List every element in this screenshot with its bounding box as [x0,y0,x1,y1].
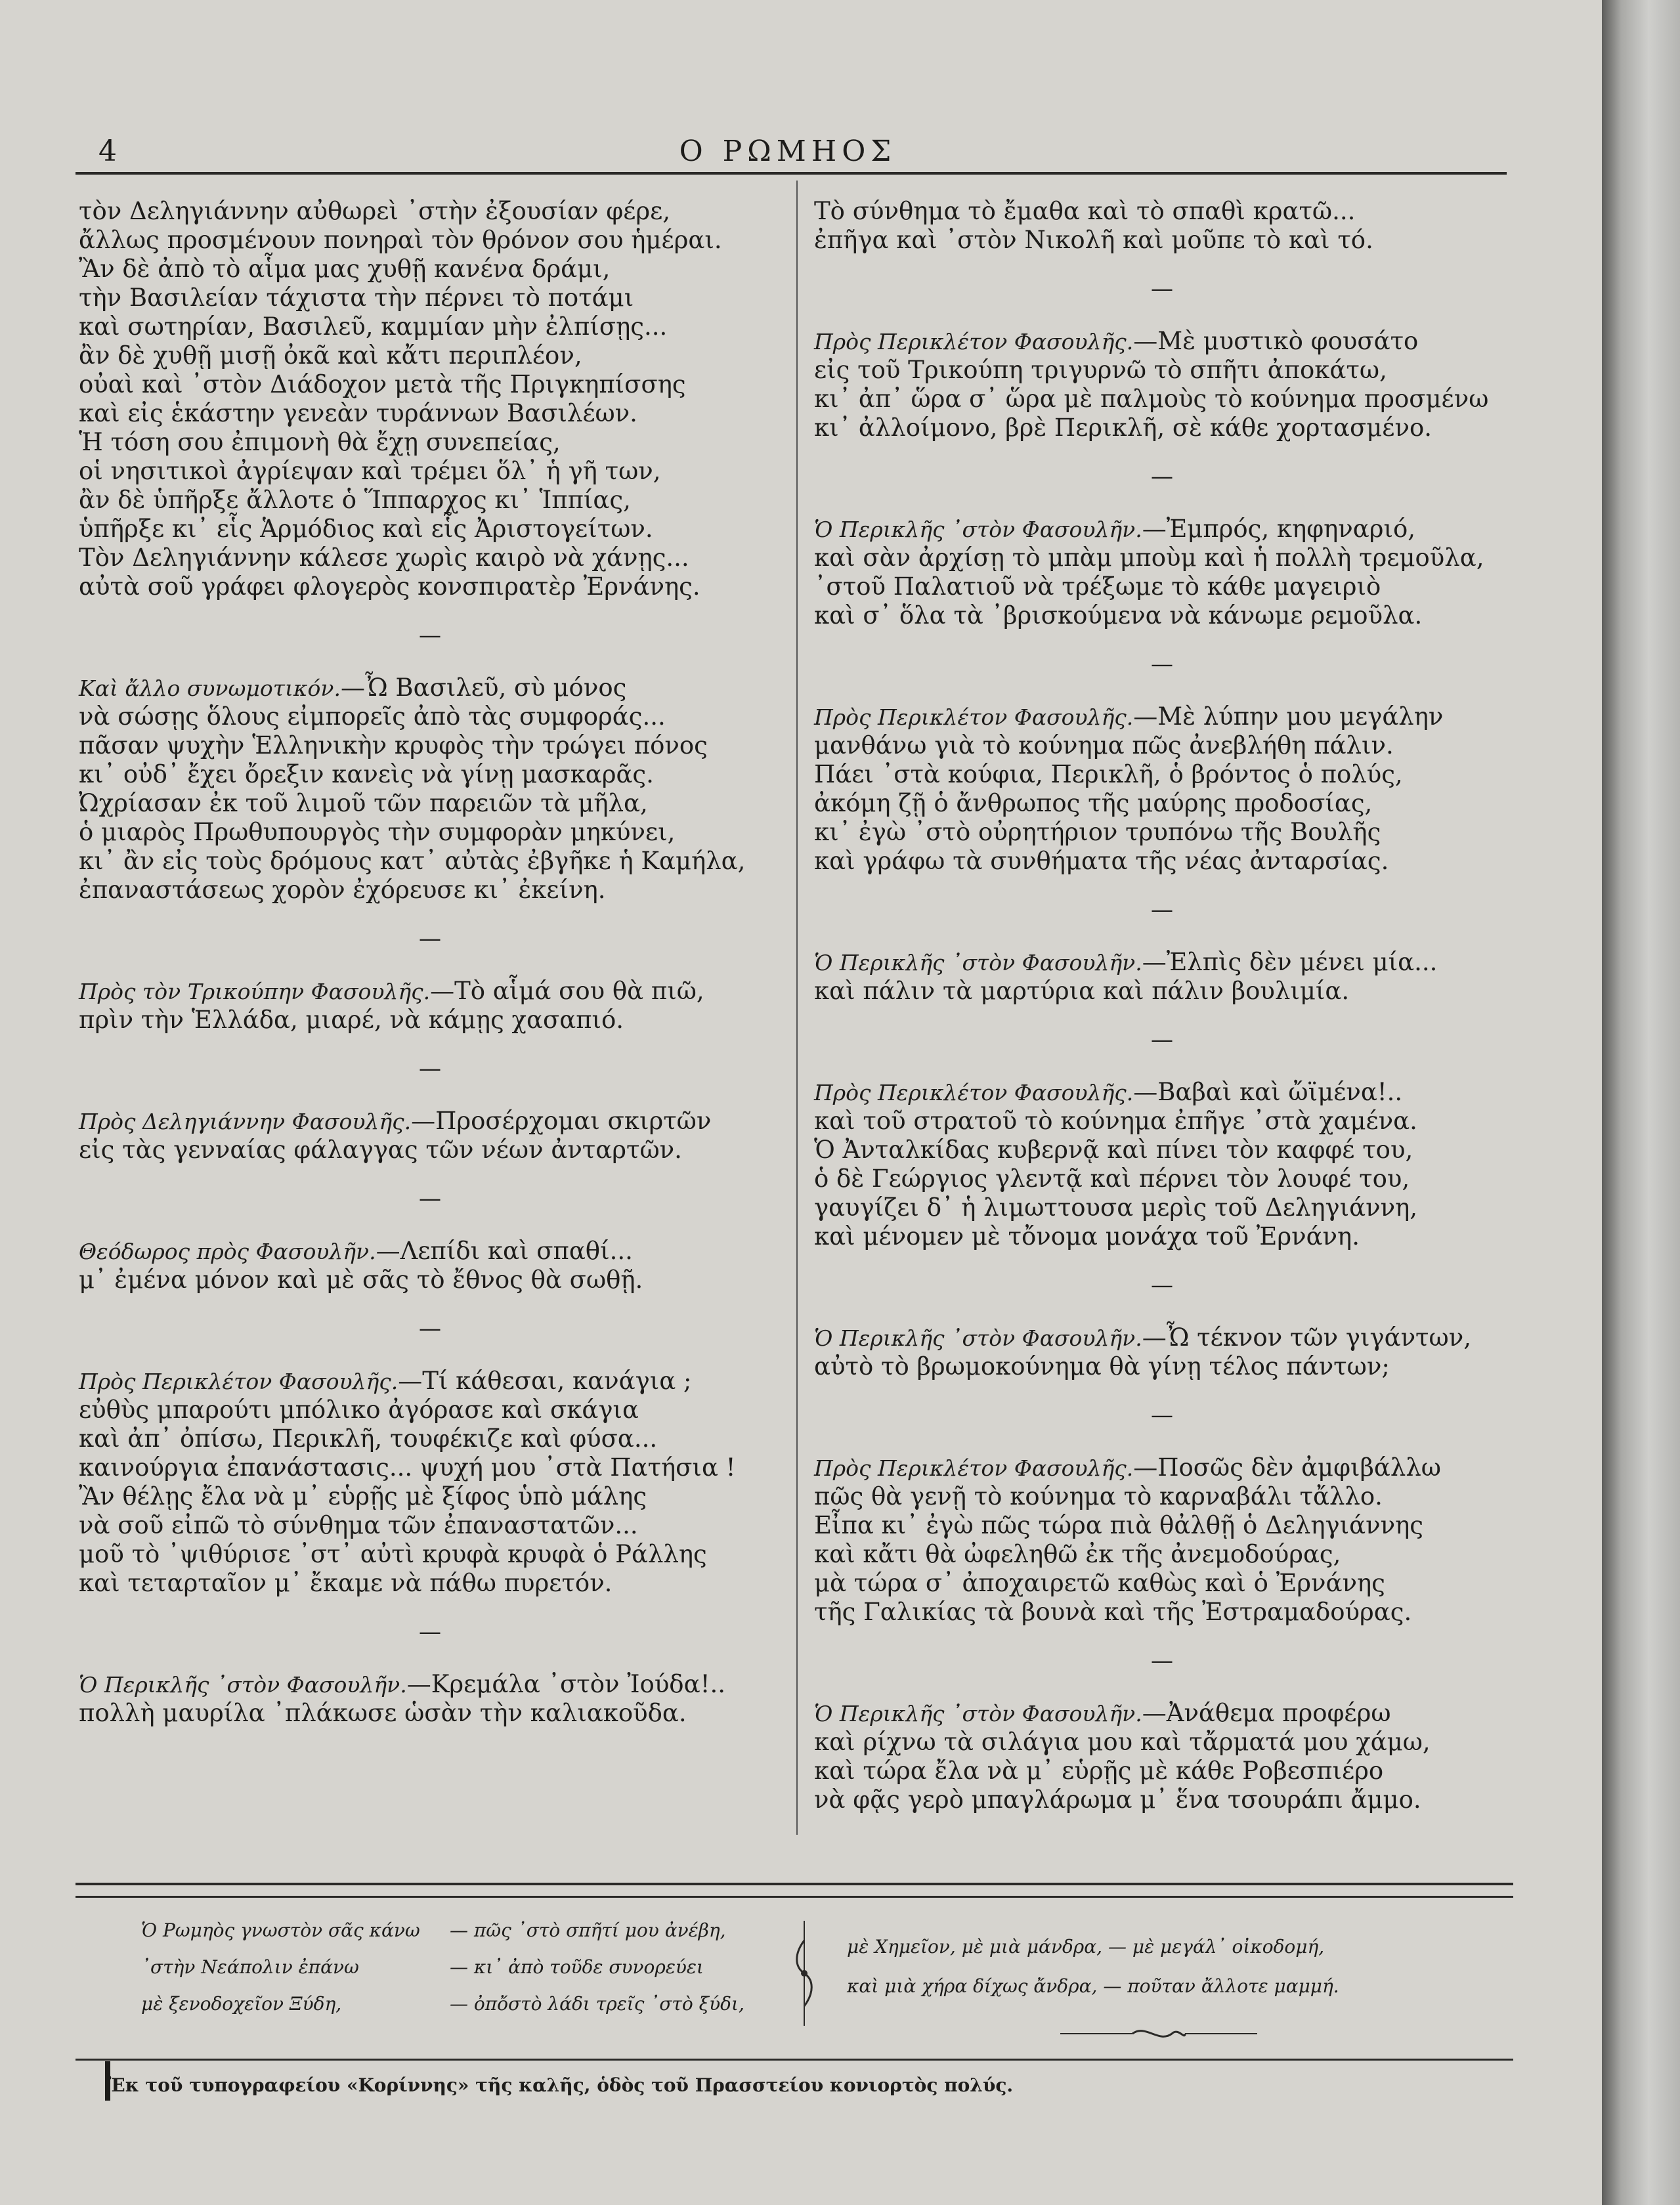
verse-line [79,818,781,847]
page-number: 4 [98,135,117,168]
verse-text: καὶ ἀπ᾿ ὀπίσω, Περικλῆ, τουφέκιζε καὶ φύσα... [79,1424,658,1453]
verse-line [814,1323,1510,1352]
verse-text: πᾶσαν ψυχὴν Ἑλληνικὴν κρυφὸς τὴν τρώγει πόνος [79,731,708,760]
ad-line [141,1949,744,1986]
ad-line-start: μὲ ξενοδοχεῖον Ξύδη, [141,1993,342,2015]
bottom-rule [75,1883,1513,1885]
section-separator: — [419,1316,441,1342]
left-column [79,197,781,1728]
verse-text: ᾿στοῦ Παλατιοῦ νὰ τρέξωμε τὸ κάθε μαγειριὸ [814,572,1381,601]
verse-text: πρὶν τὴν Ἑλλάδα, μιαρέ, νὰ κάμῃς χασαπιό. [79,1006,624,1034]
verse-text: —Ἐμπρός, κηφηναριό, [1142,515,1416,543]
verse-text: πῶς θὰ γενῇ τὸ κούνημα τὸ καρναβάλι τἄλλο. [814,1482,1383,1510]
verse-line [814,327,1510,356]
speaker-label: Πρὸς τὸν Τρικούπην Φασουλῆς. [79,979,431,1004]
speaker-label: Ὁ Περικλῆς ᾿στὸν Φασουλῆν. [814,950,1142,975]
section-separator: — [1151,1272,1173,1298]
advertisement-right [847,1927,1339,2006]
verse-line [814,1453,1510,1482]
verse-line [79,486,781,515]
verse-line [79,255,781,284]
verse-line [79,1237,781,1266]
verse-line [79,457,781,486]
verse-text: καὶ εἰς ἑκάστην γενεὰν τυράννων Βασιλέων. [79,399,637,427]
section-separator: — [1151,1648,1173,1674]
verse-line [814,702,1510,731]
dialogue-block [79,674,781,905]
column-divider [796,181,798,1835]
speaker-label: Ὁ Περικλῆς ᾿στὸν Φασουλῆν. [814,1701,1142,1726]
section-separator: — [1151,651,1173,677]
verse-line [79,1511,781,1540]
ad-line [141,1986,744,2023]
dialogue-block [79,197,781,601]
verse-text: κι᾿ οὐδ᾿ ἔχει ὄρεξιν κανεὶς νὰ γίνῃ μασκαρᾶς. [79,760,654,788]
verse-text: κι᾿ ἂν εἰς τοὺς δρόμους κατ᾿ αὐτὰς ἐβγῆκε ἡ Καμήλα, [79,847,746,875]
verse-text: οἱ νησιτικοὶ ἀγρίεψαν καὶ τρέμει ὅλ᾿ ἡ γῆ των, [79,457,661,485]
verse-text: αὐτὸ τὸ βρωμοκούνημα θὰ γίνῃ τέλος πάντων; [814,1352,1390,1381]
dialogue-block [814,1453,1510,1627]
speaker-label: Ὁ Περικλῆς ᾿στὸν Φασουλῆν. [814,1325,1142,1351]
verse-line [814,1482,1510,1511]
verse-line [814,544,1510,572]
verse-text: νὰ σώσῃς ὅλους εἰμπορεῖς ἀπὸ τὰς συμφοράς... [79,702,666,731]
verse-text: κι᾿ ἀλλοίμονο, βρὲ Περικλῆ, σὲ κάθε χορτασμένο. [814,414,1432,442]
verse-text: —Ἀνάθεμα προφέρω [1142,1699,1391,1727]
verse-text: —Κρεμάλα ᾿στὸν Ἰούδα!.. [406,1670,725,1698]
verse-line [79,1540,781,1569]
verse-text: νὰ σοῦ εἰπῶ τὸ σύνθημα τῶν ἐπαναστατῶν... [79,1511,638,1539]
ad-line: καὶ μιὰ χήρα δίχως ἄνδρα, — ποῦταν ἄλλοτε μαμμή. [847,1975,1339,1997]
verse-line [79,1453,781,1482]
ad-line [141,1912,744,1949]
section-separator: — [419,1056,441,1082]
verse-text: —Μὲ μυστικὸ φουσάτο [1133,327,1419,355]
verse-line [814,1352,1510,1381]
verse-line [79,515,781,544]
verse-line [79,847,781,876]
verse-text: γαυγίζει δ᾿ ἡ λιμωττουσα μερὶς τοῦ Δεληγιάννη, [814,1193,1418,1222]
speaker-label: Πρὸς Περικλέτον Φασουλῆς. [814,1080,1134,1105]
verse-line [79,1670,781,1699]
advertisement-left [141,1912,744,2023]
verse-text: καὶ γράφω τὰ συνθήματα τῆς νέας ἀνταρσίας. [814,847,1389,875]
verse-line [79,1396,781,1424]
verse-line [814,1757,1510,1786]
verse-line [814,197,1510,226]
dialogue-block [79,1107,781,1165]
verse-line [814,572,1510,601]
verse-text: —Μὲ λύπην μου μεγάλην [1133,702,1444,731]
verse-line [814,1078,1510,1107]
right-column [814,197,1510,1814]
speaker-label: Καὶ ἄλλο συνωμοτικόν. [79,675,341,701]
verse-line [814,1598,1510,1627]
verse-text: —Ὦ Βασιλεῦ, σὺ μόνος [340,674,627,702]
verse-text: καὶ σὰν ἀρχίσῃ τὸ μπὰμ μποὺμ καὶ ἡ πολλὴ τρεμοῦλα, [814,544,1484,572]
verse-text: καὶ τεταρταῖον μ᾿ ἔκαμε νὰ πάθω πυρετόν. [79,1569,613,1597]
verse-line [814,226,1510,255]
dialogue-block [814,197,1510,255]
verse-line [79,1136,781,1165]
verse-line [79,284,781,312]
verse-line [79,876,781,905]
speaker-label: Πρὸς Περικλέτον Φασουλῆς. [814,1455,1134,1481]
verse-text: καὶ σ᾿ ὅλα τὰ ᾿βρισκούμενα νὰ κάνωμε ρεμοῦλα. [814,601,1423,630]
verse-text: καὶ μένομεν μὲ τὄνομα μονάχα τοῦ Ἐρνάνη. [814,1222,1360,1251]
verse-text: νὰ φᾷς γερὸ μπαγλάρωμα μ᾿ ἕνα τσουράπι ἄμμο. [814,1786,1421,1814]
section-separator: — [1151,1402,1173,1428]
verse-text: Τὸ σύνθημα τὸ ἔμαθα καὶ τὸ σπαθὶ κρατῶ... [814,197,1356,225]
verse-line [79,1107,781,1136]
verse-line [814,1193,1510,1222]
dialogue-block [814,1323,1510,1381]
verse-text: αὐτὰ σοῦ γράφει φλογερὸς κονσπιρατὲρ Ἐρνάνης. [79,572,700,601]
verse-text: Ἡ τόση σου ἐπιμονὴ θὰ ἔχῃ συνεπείας, [79,428,561,456]
ad-line-start: ᾿στὴν Νεάπολιν ἐπάνω [141,1956,359,1978]
verse-line [814,760,1510,789]
verse-text: καὶ τώρα ἔλα νὰ μ᾿ εὑρῇς μὲ κάθε Ροβεσπιέρο [814,1757,1384,1785]
section-separator: — [419,622,441,649]
verse-text: ἂν δὲ ὑπῆρξε ἄλλοτε ὁ Ἵππαρχος κι᾿ Ἱππίας, [79,486,631,514]
verse-line [814,1728,1510,1757]
verse-line [79,977,781,1006]
verse-line [814,847,1510,876]
masthead: Ο ΡΩΜΗΟΣ [679,135,897,168]
verse-line [79,674,781,702]
dialogue-block [79,977,781,1035]
verse-line [814,1786,1510,1814]
verse-line [814,1540,1510,1569]
dialogue-block [814,1699,1510,1814]
ad-line-end: — πῶς ᾿στὸ σπῆτί μου ἀνέβη, [450,1919,726,1941]
verse-text: —Ποσῶς δὲν ἀμφιβάλλω [1133,1453,1441,1482]
verse-text: τὸν Δεληγιάννην αὐθωρεὶ ᾿στὴν ἐξουσίαν φέρε, [79,197,671,225]
verse-text: Πάει ᾿στὰ κούφια, Περικλῆ, ὁ βρόντος ὁ πολύς, [814,760,1403,788]
verse-line [814,1107,1510,1136]
verse-text: Ἂν θέλῃς ἔλα νὰ μ᾿ εὑρῇς μὲ ξίφος ὑπὸ μάλης [79,1482,647,1510]
verse-line [79,399,781,428]
verse-line [79,544,781,572]
verse-line [814,356,1510,385]
verse-text: μ᾿ ἐμένα μόνον καὶ μὲ σᾶς τὸ ἔθνος θὰ σωθῇ. [79,1266,643,1294]
advertisement-box [75,1896,1513,2061]
verse-text: τῆς Γαλικίας τὰ βουνὰ καὶ τῆς Ἐστραμαδούρας. [814,1598,1412,1626]
dialogue-block [814,1078,1510,1251]
ad-line-end: — ὀπὄστὸ λάδι τρεῖς ᾿στὸ ξύδι, [450,1993,744,2015]
verse-text: καινούργια ἐπανάστασις... ψυχή μου ᾿στὰ Πατήσια ! [79,1453,736,1482]
verse-text: πολλὴ μαυρίλα ᾿πλάκωσε ὡσὰν τὴν καλιακοῦδα. [79,1699,687,1727]
verse-line [79,1699,781,1728]
verse-line [814,977,1510,1006]
verse-text: τὴν Βασιλείαν τάχιστα τὴν πέρνει τὸ ποτάμι [79,284,634,312]
verse-text: ὑπῆρξε κι᾿ εἷς Ἁρμόδιος καὶ εἷς Ἀριστογείτων. [79,515,653,543]
verse-text: εἰς τὰς γενναίας φάλαγγας τῶν νέων ἀνταρτῶν. [79,1136,682,1164]
verse-text: κι᾿ ἐγὼ ᾿στὸ οὐρητήριον τρυπόνω τῆς Βουλῆς [814,818,1381,846]
verse-line [79,731,781,760]
dialogue-block [79,1367,781,1598]
dialogue-block [79,1237,781,1295]
speaker-label: Πρὸς Περικλέτον Φασουλῆς. [79,1369,398,1394]
ad-line-start: Ὁ Ρωμηὸς γνωστὸν σᾶς κάνω [141,1919,420,1941]
verse-text: εἰς τοῦ Τρικούπη τριγυρνῶ τὸ σπῆτι ἀποκάτω, [814,356,1387,384]
verse-text: καὶ κἄτι θὰ ὠφεληθῶ ἐκ τῆς ἀνεμοδούρας, [814,1540,1341,1568]
verse-line [814,731,1510,760]
ad-line-end: — κι᾿ ἀπὸ τοῦδε συνορεύει [450,1956,704,1978]
speaker-label: Πρὸς Περικλέτον Φασουλῆς. [814,704,1134,730]
verse-text: καὶ πάλιν τὰ μαρτύρια καὶ πάλιν βουλιμία. [814,977,1350,1005]
verse-text: Εἶπα κι᾿ ἐγὼ πῶς τώρα πιὰ θἀλθῇ ὁ Δεληγιάννης [814,1511,1423,1539]
dialogue-block [814,515,1510,630]
verse-text: ἐπαναστάσεως χορὸν ἐχόρευσε κι᾿ ἐκείνη. [79,876,606,904]
dialogue-block [814,327,1510,442]
verse-line [814,1569,1510,1598]
verse-text: εὐθὺς μπαρούτι μπόλικο ἀγόρασε καὶ σκάγια [79,1396,639,1424]
verse-text: ὁ δὲ Γεώργιος γλεντᾷ καὶ πέρνει τὸν λουφέ του, [814,1165,1410,1193]
verse-text: καὶ τοῦ στρατοῦ τὸ κούνημα ἐπῆγε ᾿στὰ χαμένα. [814,1107,1417,1135]
verse-line [814,414,1510,442]
ornament-icon [794,1921,814,2026]
verse-line [79,428,781,457]
verse-text: —Ἐλπὶς δὲν μένει μία... [1142,948,1438,976]
dialogue-block [79,1670,781,1728]
verse-text: μανθάνω γιὰ τὸ κούνημα πῶς ἀνεβλήθη πάλιν. [814,731,1394,760]
printer-imprint: Ἐκ τοῦ τυπογραφείου «Κορίννης» τῆς καλῆς, ὁδὸς τοῦ Πρασστείου κονιορτὸς πολύς. [108,2074,1014,2096]
verse-text: Τὸν Δεληγιάννην κάλεσε χωρὶς καιρὸ νὰ χάνῃς... [79,544,689,572]
speaker-label: Θεόδωρος πρὸς Φασουλῆν. [79,1239,376,1264]
verse-line [79,197,781,226]
verse-text: ὁ μιαρὸς Πρωθυπουργὸς τὴν συμφορὰν μηκύνει, [79,818,676,846]
section-separator: — [1151,463,1173,490]
verse-text: Ἂν δὲ ἀπὸ τὸ αἷμα μας χυθῇ κανένα δράμι, [79,255,611,283]
dialogue-block [814,702,1510,876]
verse-line [79,226,781,255]
verse-line [79,312,781,341]
verse-line [79,1482,781,1511]
verse-line [79,1569,781,1598]
dialogue-block [814,948,1510,1006]
verse-text: —Βαβαὶ καὶ ὤϊμένα!.. [1133,1078,1403,1106]
verse-line [814,515,1510,544]
verse-line [814,385,1510,414]
verse-line [814,789,1510,818]
verse-text: —Τὸ αἷμά σου θὰ πιῶ, [430,977,704,1005]
verse-text: —Προσέρχομαι σκιρτῶν [411,1107,712,1135]
verse-line [814,1222,1510,1251]
verse-text: ἐπῆγα καὶ ᾿στὸν Νικολῆ καὶ μοῦπε τὸ καὶ τό. [814,226,1373,254]
verse-line [79,1006,781,1035]
speaker-label: Πρὸς Δεληγιάννην Φασουλῆς. [79,1109,412,1134]
section-separator: — [1151,1027,1173,1053]
verse-text: ἄλλως προσμένουν πονηραὶ τὸν θρόνον σου ἡμέραι. [79,226,722,254]
verse-text: μοῦ τὸ ᾿ψιθύρισε ᾿στ᾿ αὐτὶ κρυφὰ κρυφὰ ὁ Ράλλης [79,1540,707,1568]
verse-line [79,789,781,818]
verse-text: ἂν δὲ χυθῇ μισῇ ὀκᾶ καὶ κἄτι περιπλέον, [79,341,582,370]
verse-text: κι᾿ ἀπ᾿ ὥρα σ᾿ ὥρα μὲ παλμοὺς τὸ κούνημα προσμένω [814,385,1489,413]
section-separator: — [419,926,441,952]
verse-line [79,341,781,370]
section-separator: — [1151,276,1173,302]
verse-line [79,1367,781,1396]
speaker-label: Πρὸς Περικλέτον Φασουλῆς. [814,329,1134,354]
verse-text: μὰ τώρα σ᾿ ἀποχαιρετῶ καθὼς καὶ ὁ Ἐρνάνης [814,1569,1385,1597]
header-rule [75,172,1507,175]
verse-line [814,1511,1510,1540]
verse-line [814,948,1510,977]
verse-line [814,1136,1510,1165]
section-separator: — [419,1186,441,1212]
verse-line [79,370,781,399]
ad-line: μὲ Χημεῖον, μὲ μιὰ μάνδρα, — μὲ μεγάλ᾿ οἰκοδομή, [847,1936,1325,1958]
verse-text: —Ὦ τέκνον τῶν γιγάντων, [1142,1323,1471,1352]
verse-text: καὶ ρίχνω τὰ σιλάγια μου καὶ τἄρματά μου χάμω, [814,1728,1431,1756]
verse-text: οὐαὶ καὶ ᾿στὸν Διάδοχον μετὰ τῆς Πριγκηπίσσης [79,370,686,398]
verse-line [814,818,1510,847]
section-separator: — [1151,897,1173,923]
speaker-label: Ὁ Περικλῆς ᾿στὸν Φασουλῆν. [814,517,1142,542]
verse-line [814,1165,1510,1193]
verse-line [79,760,781,789]
verse-line [814,1699,1510,1728]
section-separator: — [419,1619,441,1645]
verse-text: ἀκόμη ζῇ ὁ ἄνθρωπος τῆς μαύρης προδοσίας, [814,789,1373,817]
verse-text: Ὁ Ἀνταλκίδας κυβερνᾷ καὶ πίνει τὸν καφφέ του, [814,1136,1413,1164]
verse-text: —Τί κάθεσαι, κανάγια ; [398,1367,692,1395]
verse-line [79,572,781,601]
verse-text: Ὠχρίασαν ἐκ τοῦ λιμοῦ τῶν παρειῶν τὰ μῆλα, [79,789,648,817]
verse-line [814,601,1510,630]
swash-ornament-icon [1060,2024,1257,2044]
verse-line [79,1424,781,1453]
page-edge-shadow [1602,0,1680,2205]
verse-text: καὶ σωτηρίαν, Βασιλεῦ, καμμίαν μὴν ἐλπίσῃς... [79,312,668,341]
speaker-label: Ὁ Περικλῆς ᾿στὸν Φασουλῆν. [79,1672,407,1698]
verse-line [79,702,781,731]
verse-line [79,1266,781,1295]
verse-text: —Λεπίδι καὶ σπαθί... [376,1237,633,1265]
